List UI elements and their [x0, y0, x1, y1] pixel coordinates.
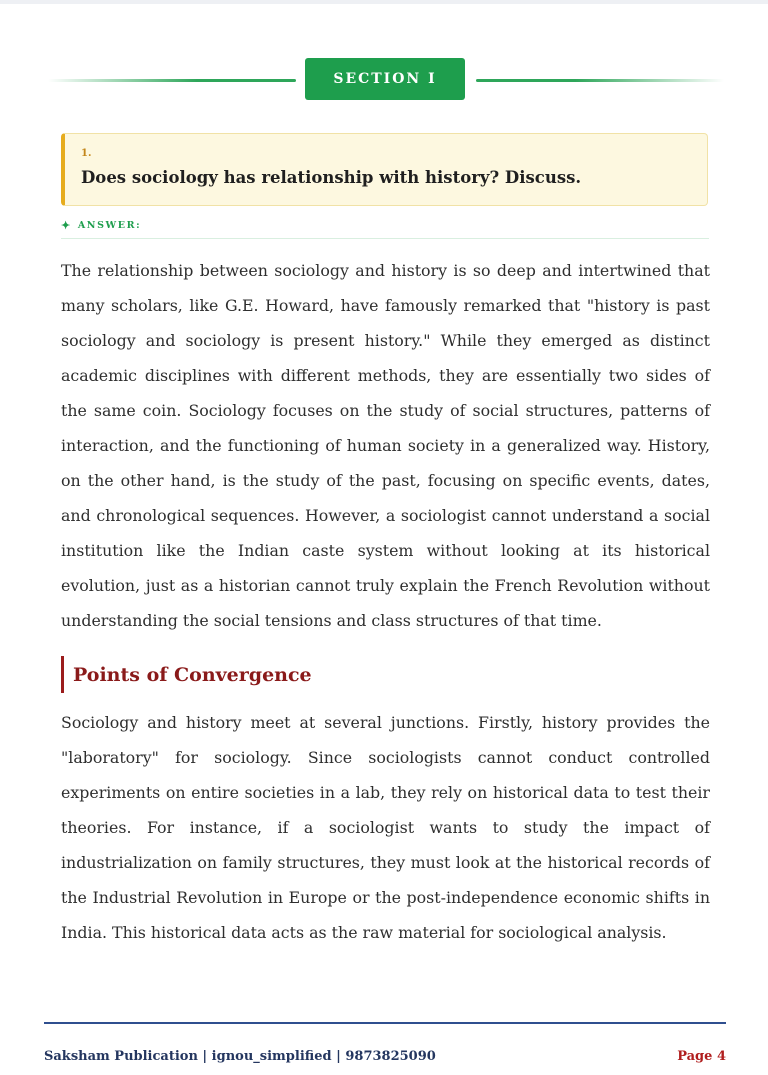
- question-box: [61, 133, 708, 206]
- section-badge: SECTION I: [305, 58, 465, 100]
- section-header: [48, 58, 724, 102]
- top-strip: [0, 0, 768, 4]
- answer-divider: [61, 238, 709, 239]
- answer-label: ANSWER:: [77, 220, 142, 231]
- answer-paragraph-1: The relationship between sociology and history is so deep and intertwined that many scholars, like G.E. Howard, have famously remarked that "history is past sociology and sociology is present history." While they emerged as distinct academic disciplines with different methods, they are essentially two sides of the same coin. Sociology focuses on the study of social structures, patterns of interaction, and the functioning of human society in a generalized way. History, on the other hand, is the study of the past, focusing on specific events, dates, and chronological sequences. However, a sociologist cannot understand a social institution like the Indian caste system without looking at its historical evolution, just as a historian cannot truly explain the French Revolution without understanding the social tensions and class structures of that time.: [61, 261, 710, 630]
- question-text: Does sociology has relationship with history? Discuss.: [81, 168, 582, 187]
- sparkle-icon: ✦: [61, 219, 72, 232]
- question-number: 1.: [81, 148, 92, 159]
- section-rule-right: [476, 79, 724, 82]
- answer-paragraph-2: Sociology and history meet at several junctions. Firstly, history provides the "laboratory" for sociology. Since sociologists cannot conduct controlled experiments on entire societies in a lab, they rely on historical data to test their theories. For instance, if a sociologist wants to study the impact of industrialization on family structures, they must look at the historical records of the Industrial Revolution in Europe or the post-independence economic shifts in India. This historical data acts as the raw material for sociological analysis.: [61, 713, 710, 942]
- footer-divider: [44, 1022, 726, 1024]
- page-number: Page 4: [677, 1049, 726, 1064]
- section-rule-left: [48, 79, 296, 82]
- subheading: Points of Convergence: [61, 656, 312, 693]
- answer-header: [61, 219, 709, 239]
- footer-publisher: Saksham Publication | ignou_simplified | 9873825090: [44, 1049, 436, 1064]
